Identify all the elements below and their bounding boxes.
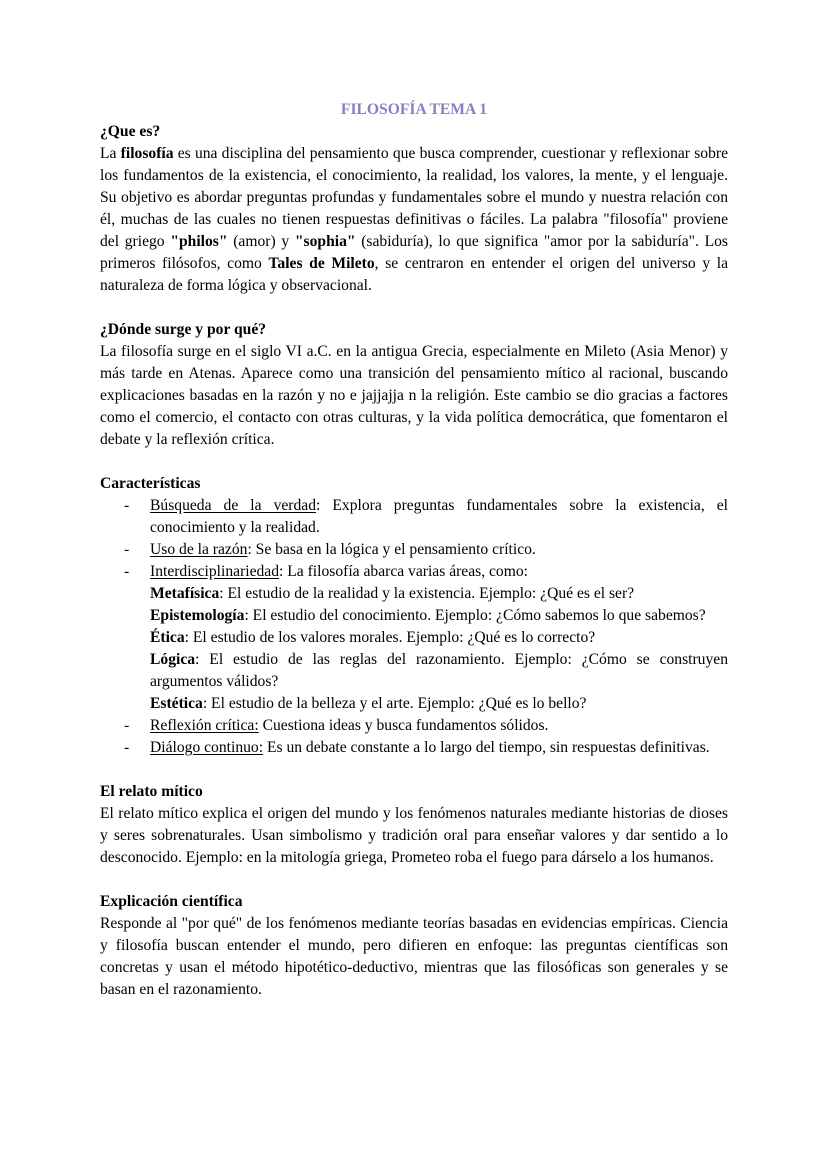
list-text: La filosofía abarca varias áreas, como: xyxy=(283,563,528,580)
text-run: : xyxy=(279,563,284,580)
area-item-estetica xyxy=(100,693,728,715)
list-term: Interdisciplinariedad xyxy=(150,563,280,580)
area-item-metafisica xyxy=(100,583,728,605)
area-item-etica xyxy=(100,627,728,649)
bold-term: filosofía xyxy=(120,145,174,162)
list-item xyxy=(100,715,728,737)
section-paragraph: La filosofía surge en el siglo VI a.C. en la antigua Grecia, especialmente en Mileto (Asia Menor) y más tarde en Atenas. Aparece como una transición del pensamiento mítico al racional, buscando explicaciones basadas en la razón y no e jajjajja n la religión. Este cambio se dio gracias a factores como el comercio, el contacto con otras culturas, y la vida política democrática, que fomentaron el debate y la reflexión crítica. xyxy=(100,343,728,448)
section-heading: ¿Que es? xyxy=(100,123,161,140)
section-paragraph: Responde al "por qué" de los fenómenos mediante teorías basadas en evidencias empíricas. Ciencia y filosofía buscan entender el mundo, pero difieren en enfoque: las preguntas científicas son concretas y usan el método hipotético-deductivo, mientras que las filosóficas son generales y se basan en el razonamiento. xyxy=(100,915,728,998)
area-name: Estética xyxy=(150,695,203,712)
list-text: Cuestiona ideas y busca fundamentos sólidos. xyxy=(258,717,549,734)
area-text: : El estudio de la belleza y el arte. Ejemplo: ¿Qué es lo bello? xyxy=(202,695,587,712)
features-list xyxy=(100,495,728,583)
features-list-continued xyxy=(100,715,728,759)
area-name: Epistemología xyxy=(150,607,245,624)
list-term: Búsqueda de la verdad xyxy=(150,497,316,514)
text-run: La xyxy=(100,145,121,162)
list-text: Explora preguntas fundamentales sobre la existencia, el conocimiento y la realidad. xyxy=(150,497,729,536)
blank-line xyxy=(100,451,728,473)
area-text: : El estudio de los valores morales. Ejemplo: ¿Qué es lo correcto? xyxy=(184,629,596,646)
area-name: Lógica xyxy=(150,651,196,668)
section-donde-surge xyxy=(100,319,728,451)
blank-line xyxy=(100,297,728,319)
area-text: : El estudio del conocimiento. Ejemplo: ¿Cómo sabemos lo que sabemos? xyxy=(244,607,706,624)
bold-term: Tales de Mileto xyxy=(268,255,375,272)
text-run: : xyxy=(316,497,321,514)
bold-term: "sophia" xyxy=(294,233,356,250)
text-run: : xyxy=(247,541,252,558)
section-heading: Explicación científica xyxy=(100,893,243,910)
document-title: FILOSOFÍA TEMA 1 xyxy=(340,101,488,118)
area-text: : El estudio de la realidad y la existencia. Ejemplo: ¿Qué es el ser? xyxy=(219,585,635,602)
blank-line xyxy=(100,759,728,781)
list-text: Se basa en la lógica y el pensamiento crítico. xyxy=(251,541,536,558)
section-caracteristicas xyxy=(100,473,728,759)
text-run: (amor) y xyxy=(227,233,295,250)
dash-bullet-icon: - xyxy=(124,563,130,580)
section-heading: Características xyxy=(100,475,201,492)
dash-bullet-icon: - xyxy=(124,497,130,514)
bold-term: "philos" xyxy=(170,233,228,250)
area-name: Ética xyxy=(150,629,185,646)
list-item xyxy=(100,737,728,759)
dash-bullet-icon: - xyxy=(124,541,130,558)
section-relato-mitico xyxy=(100,781,728,869)
area-text: : El estudio de las reglas del razonamiento. Ejemplo: ¿Cómo se construyen argumentos válidos? xyxy=(150,651,728,690)
text-run: (sabiduría), lo que significa "amor por la sabiduría". Los primeros filósofos, como xyxy=(100,233,728,272)
list-item xyxy=(100,561,728,583)
text-run: , se centraron en entender el origen del universo y la naturaleza de forma lógica y observacional. xyxy=(100,255,728,294)
list-term: Diálogo continuo: xyxy=(150,739,264,756)
text-run: es una disciplina del pensamiento que busca comprender, cuestionar y reflexionar sobre los fundamentos de la existencia, el conocimiento, la realidad, los valores, la mente, y el lenguaje. Su objetivo es abordar preguntas profundas y fundamentales sobre el mundo y nuestra relación con él, muchas de las cuales no tienen respuestas definitivas o fáciles. La palabra "filosofía" proviene del griego xyxy=(100,145,728,250)
area-item-epistemologia xyxy=(100,605,728,627)
document-page xyxy=(100,99,728,1001)
list-item xyxy=(100,539,728,561)
area-item-logica xyxy=(100,649,728,693)
blank-line xyxy=(100,869,728,891)
dash-bullet-icon: - xyxy=(124,717,130,734)
section-que-es xyxy=(100,121,728,297)
list-term: Reflexión crítica: xyxy=(150,717,259,734)
dash-bullet-icon: - xyxy=(124,739,130,756)
section-heading: El relato mítico xyxy=(100,783,203,800)
area-name: Metafísica xyxy=(150,585,220,602)
list-text: Es un debate constante a lo largo del tiempo, sin respuestas definitivas. xyxy=(263,739,710,756)
section-paragraph: El relato mítico explica el origen del mundo y los fenómenos naturales mediante historias de dioses y seres sobrenaturales. Usan simbolismo y tradición oral para enseñar valores y dar sentido a lo desconocido. Ejemplo: en la mitología griega, Prometeo roba el fuego para dárselo a los humanos. xyxy=(100,805,728,866)
section-explicacion-cientifica xyxy=(100,891,728,1001)
section-paragraph xyxy=(100,143,728,297)
list-term: Uso de la razón xyxy=(150,541,248,558)
section-heading: ¿Dónde surge y por qué? xyxy=(100,321,267,338)
list-item xyxy=(100,495,728,539)
